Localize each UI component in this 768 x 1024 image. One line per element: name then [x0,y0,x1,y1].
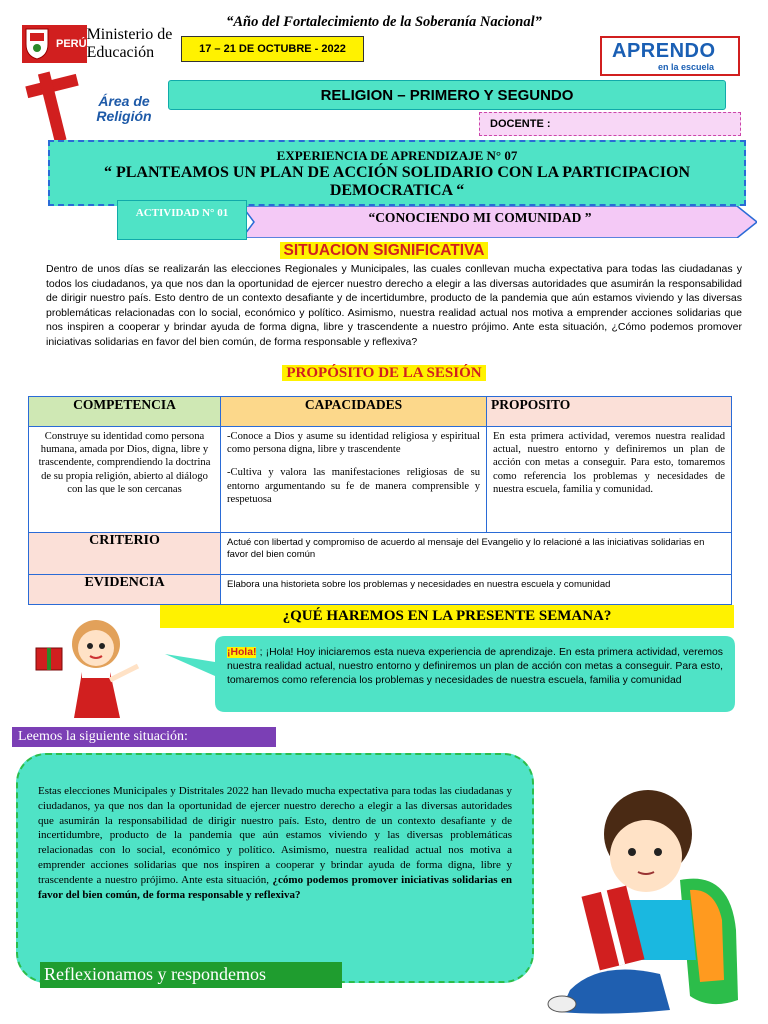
situation-heading: SITUACION SIGNIFICATIVA [0,242,768,260]
girl-illustration [30,610,154,720]
area-label: Área de Religión [96,93,152,124]
purpose-heading: PROPÓSITO DE LA SESIÓN [0,365,768,382]
story-body: Estas elecciones Municipales y Distritales 2022 han llevado mucha expectativa para todas las ciudadanas y ciudadanos, ya que nos dan la oportunidad de ejercer nuestro derecho a elegir a las diversas autoridades que asumirán la responsabilidad de dirigir nuestro país. Esto, dentro de un contexto desafiante y de incertidumbre, producto de la pandemia que aún estamos viviendo y las diversas problemáticas relacionadas con lo social, económico y político. Asimismo, nuestra realidad actual nos motiva a emprender acciones solidarias que nos inspiren a cooperar y brindar ayuda de forma digna, libre y trascendente a nuestro prójimo. Ante esta situación, [38,785,512,886]
purpose-table [28,396,732,605]
aprendo-subtitle: en la escuela [658,62,715,72]
activity-title: “CONOCIENDO MI COMUNIDAD ” [368,210,592,225]
shield-icon [22,26,52,60]
date-range: 17 – 21 DE OCTUBRE - 2022 [181,36,364,62]
capacidad-2: -Cultiva y valora las manifestaciones religiosas de su entorno argumentando su fe de manera comprensible y respetuosa [227,467,480,505]
cross-icon [18,66,88,146]
capacidad-1: -Conoce a Dios y asume su identidad religiosa y espiritual como persona digna, libre y trascendente [227,431,480,456]
header-competencia: COMPETENCIA [29,397,221,427]
experience-title: “ PLANTEAMOS UN PLAN DE ACCIÓN SOLIDARIO CON LA PARTICIPACION DEMOCRATICA “ [103,164,690,199]
proposito-cell: En esta primera actividad, veremos nuestra realidad actual, nuestro entorno y definiremos un plan de acción con metas a conseguir. Para esto, tomaremos como referencia los problemas y necesidades de nuestra escuela, familia y comunidad. [487,427,732,533]
boy-reading-illustration [540,760,752,1020]
activity-number: ACTIVIDAD N° 01 [117,200,247,240]
ministry-name: Ministerio de Educación [86,26,173,61]
hola-highlight: ¡Hola! [227,647,257,658]
competencia-cell: Construye su identidad como persona humana, amada por Dios, digna, libre y trascendente, comprendiendo la doctrina de su propia religión, abierto al diálogo con las que le son cercanas [29,427,221,533]
experience-number: EXPERIENCIA DE APRENDIZAJE N° 07 [276,148,518,163]
situation-text: Dentro de unos días se realizarán las elecciones Regionales y Municipales, las cuales conllevan mucha expectativa para todas las ciudadanas y todos los ciudadanos, ya que nos dan la oportunidad de ejercer nuestro derecho a elegir a las diversas autoridades que asumirán la responsabilidad de dirigir nuestro país. Esto dentro de un contexto desafiante y de incertidumbre, producto de la pandemia que aún estamos viviendo y las diversas problemáticas relacionadas con lo social, económico y político. Asimismo, nuestra realidad actual nos motiva a emprender acciones solidarias que nos inspiren a cooperar y brindar ayuda de forma digna, libre y trascendente a nuestro prójimo. Ante esta situación, ¿Cómo podemos promover iniciativas solidarias en favor del bien común, de forma responsable y reflexiva? [46,263,742,348]
criterio-cell: Actué con libertad y compromiso de acuerdo al mensaje del Evangelio y lo relacioné a las iniciativas solidarias en favor del bien común [221,533,732,575]
ministry-logo [22,22,174,66]
capacidades-cell [221,427,487,533]
criterio-label: CRITERIO [29,533,221,575]
header-capacidades: CAPACIDADES [221,397,487,427]
aprendo-title: APRENDO [612,40,716,62]
evidencia-label: EVIDENCIA [29,575,221,605]
page-title: RELIGION – PRIMERO Y SEGUNDO [168,80,726,110]
motto-heading: “Año del Fortalecimiento de la Soberanía Nacional” [226,14,542,30]
week-heading: ¿QUÉ HAREMOS EN LA PRESENTE SEMANA? [160,605,734,628]
week-intro-body: ; ¡Hola! Hoy iniciaremos esta nueva experiencia de aprendizaje. En esta primera actividad, veremos nuestra realidad actual, nuestro entorno y definiremos un plan de acción con metas a conseguir. Para esto, tomaremos como referencia los problemas y necesidades de nuestra escuela, familia y comunidad [227,647,723,686]
reading-heading: Leemos la siguiente situación: [12,727,276,747]
peru-label: PERÚ [56,38,87,50]
week-intro-text [227,646,723,687]
experience-box [48,140,746,206]
evidencia-cell: Elabora una historieta sobre los problemas y necesidades en nuestra escuela y comunidad [221,575,732,605]
reflect-heading: Reflexionamos y respondemos [40,962,342,988]
aprendo-logo [600,36,740,76]
header-proposito: PROPOSITO [487,397,732,427]
story-text [38,784,512,902]
teacher-field: DOCENTE : [479,112,741,136]
story-question: ¿cómo podemos promover iniciativas solidarias en favor del bien común, de forma responsable y reflexiva? [38,873,512,901]
